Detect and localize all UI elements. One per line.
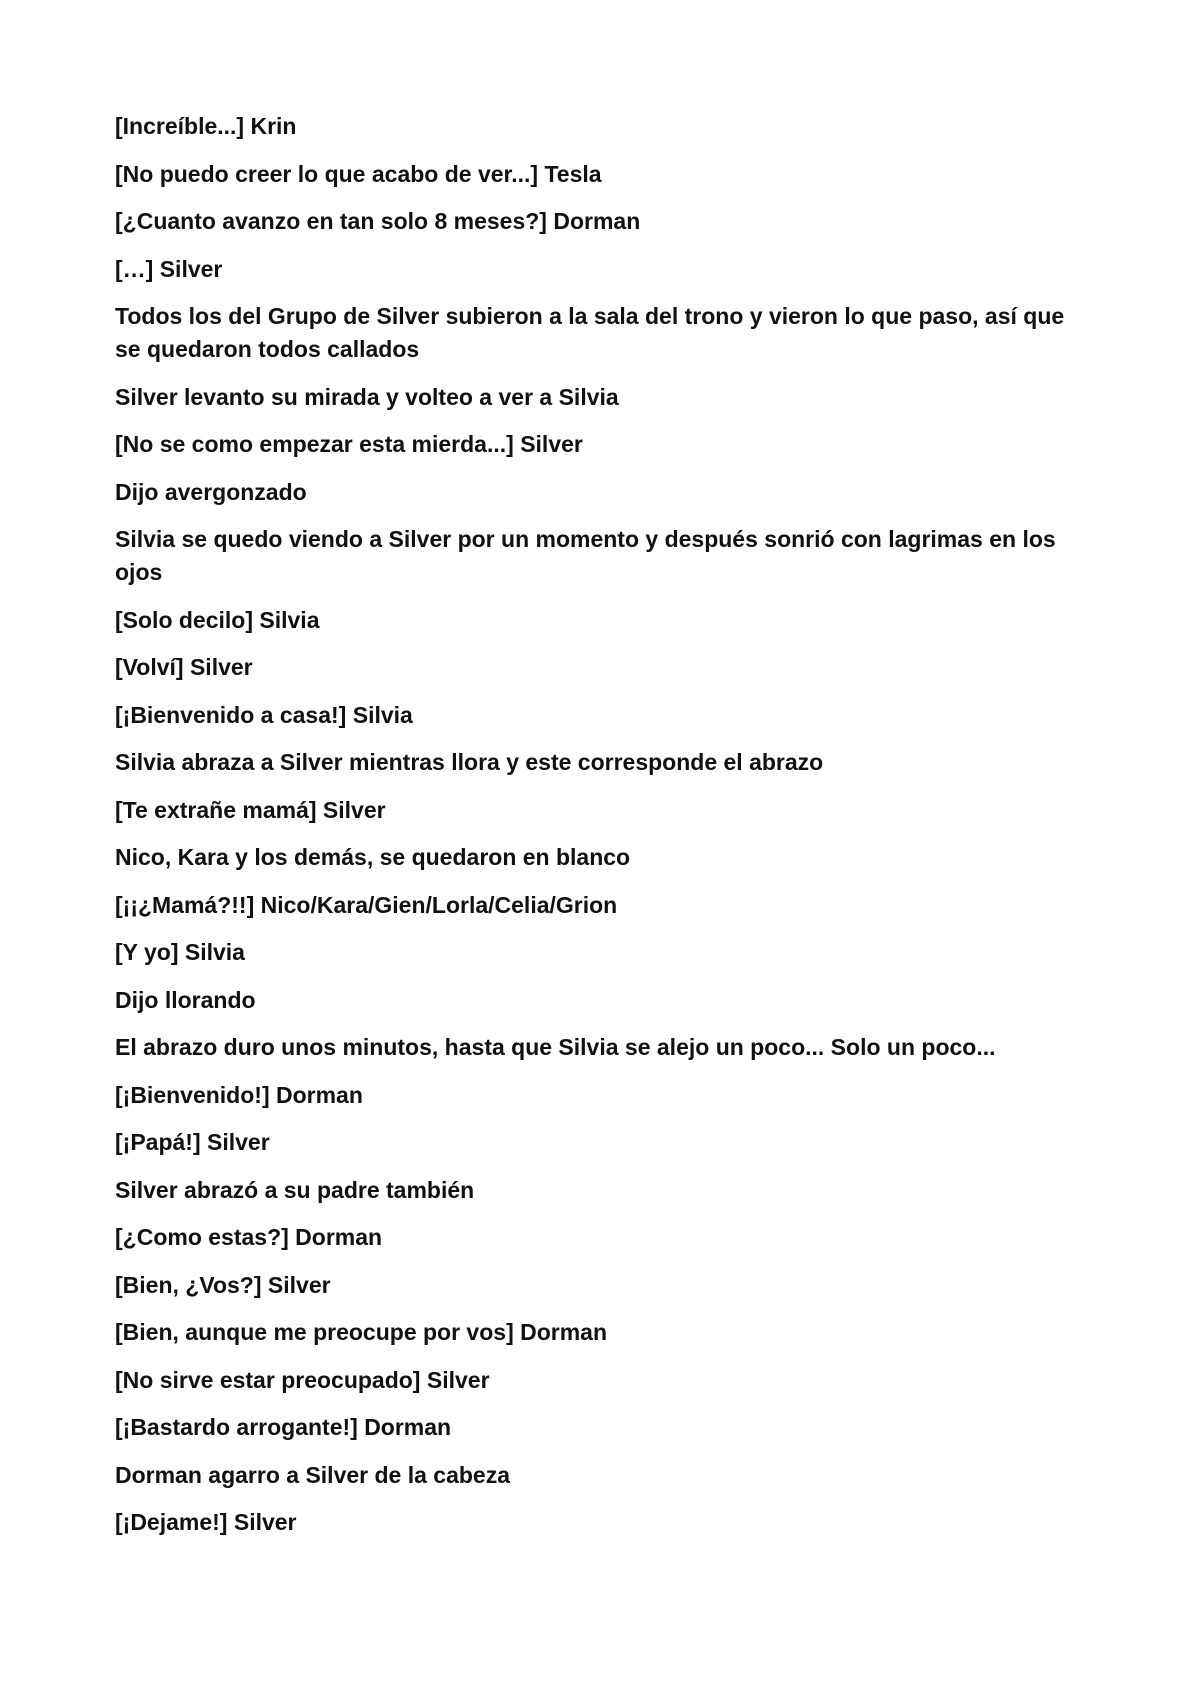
text-line: [Te extrañe mamá] Silver (115, 796, 386, 823)
text-line: [Increíble...] Krin (115, 113, 297, 139)
text-line: [Y yo] Silvia (115, 939, 245, 965)
text-line: [¡Bienvenido a casa!] Silvia (115, 701, 413, 728)
text-line: Dijo llorando (115, 986, 256, 1013)
document-page (115, 110, 1085, 1554)
text-line: El abrazo duro unos minutos, hasta que Silvia se alejo un poco... Solo un poco... (115, 1034, 996, 1060)
text-line: [¡Bienvenido!] Dorman (115, 1081, 363, 1108)
text-line: [No se como empezar esta mierda...] Silver (115, 431, 583, 457)
text-line: Silvia abraza a Silver mientras llora y este corresponde el abrazo (115, 749, 824, 775)
text-line: Dorman agarro a Silver de la cabeza (115, 1461, 511, 1488)
text-line: [Bien, aunque me preocupe por vos] Dorman (115, 1319, 608, 1345)
text-line: [¡Papá!] Silver (115, 1129, 270, 1155)
text-line: [¡Bastardo arrogante!] Dorman (115, 1414, 452, 1440)
text-line: [¡¡¿Mamá?!!] Nico/Kara/Gien/Lorla/Celia/Grion (115, 891, 618, 918)
text-line: [Volví] Silver (115, 654, 253, 680)
text-line: Nico, Kara y los demás, se quedaron en blanco (115, 844, 631, 870)
text-line: Silvia se quedo viendo a Silver por un momento y después sonrió con lagrimas en los ojos (115, 526, 1056, 585)
text-line: [Bien, ¿Vos?] Silver (115, 1271, 331, 1298)
text-line: Dijo avergonzado (115, 478, 307, 505)
text-line: [¿Como estas?] Dorman (115, 1224, 383, 1250)
text-line: […] Silver (115, 255, 223, 282)
text-line: [¡Dejame!] Silver (115, 1509, 297, 1535)
text-line: [No puedo creer lo que acabo de ver...] Tesla (115, 160, 602, 187)
text-line: Silver abrazó a su padre también (115, 1176, 475, 1203)
text-line: [No sirve estar preocupado] Silver (115, 1366, 490, 1393)
text-line: [Solo decilo] Silvia (115, 606, 320, 633)
text-line: [¿Cuanto avanzo en tan solo 8 meses?] Dorman (115, 208, 641, 234)
text-line: Silver levanto su mirada y volteo a ver a Silvia (115, 383, 619, 410)
text-line: Todos los del Grupo de Silver subieron a la sala del trono y vieron lo que paso, así que se quedaron todos callados (115, 303, 1065, 362)
